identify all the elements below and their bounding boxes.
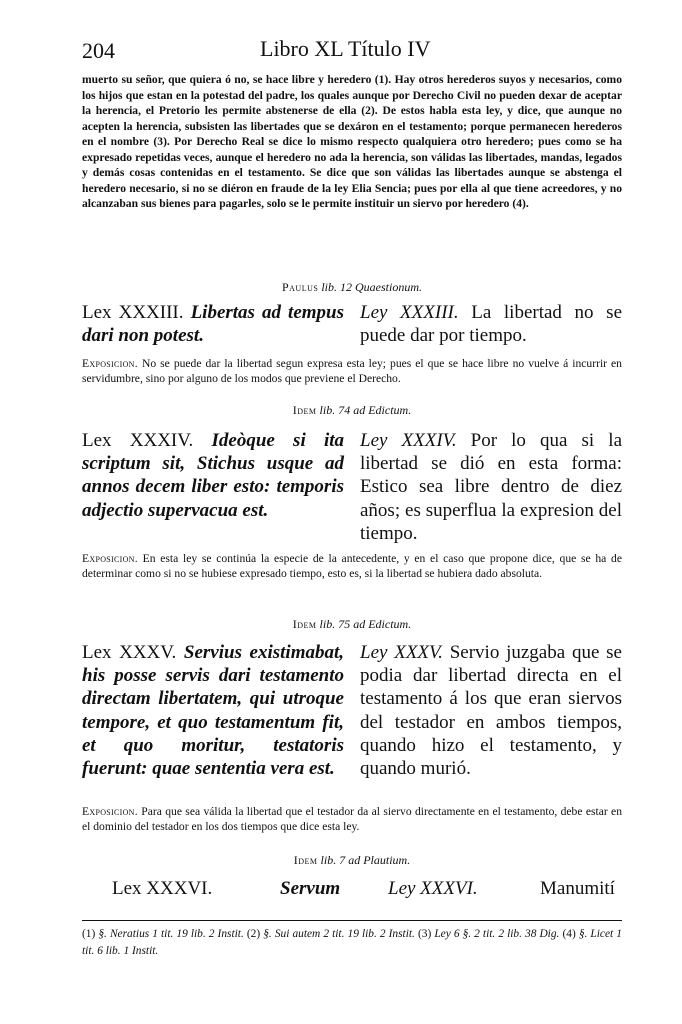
running-header [82, 34, 622, 64]
footnote-mark: (3) [417, 928, 432, 940]
spanish-text [360, 641, 622, 780]
footnote-text: §. Sui autem 2 tit. 19 lib. 2 Instit. [263, 928, 415, 940]
spanish-law-label: Ley XXXIII. [360, 302, 459, 323]
footnote-mark: (2) [246, 928, 261, 940]
spanish-law-label: Ley XXXV. [360, 642, 443, 663]
latin-law-label: Lex XXXIV. [82, 430, 194, 451]
latin-text [82, 301, 344, 347]
latin-law-text: Servius existimabat, his posse servis dari testamento directam libertatem, qui utroque tempore, et quo testamentum fit, et quo moritur, testatoris fuerunt: quae sententia vera est. [82, 642, 345, 780]
source-author: Idem [292, 617, 317, 631]
spanish-text [360, 429, 622, 545]
exposition-paragraph [82, 551, 622, 582]
source-line [82, 853, 622, 868]
source-work: lib. 74 ad Edictum. [319, 403, 412, 417]
exposition-label: Exposicion. [82, 552, 138, 565]
latin-law-label: Lex XXXVI. [112, 878, 213, 899]
exposition-paragraph [82, 804, 622, 835]
spanish-law-label: Ley XXXIV. [360, 430, 457, 451]
source-line [82, 403, 622, 418]
exposition-label: Exposicion. [82, 357, 138, 370]
latin-text [82, 429, 344, 522]
source-line [82, 617, 622, 632]
spanish-law-text: Manumití [540, 878, 615, 899]
source-work: lib. 7 ad Plautium. [320, 853, 411, 867]
footnote-mark: (4) [562, 928, 576, 940]
footnote-mark: (1) [82, 928, 96, 940]
source-author: Idem [292, 403, 317, 417]
latin-text [82, 641, 344, 780]
exposition-text: En esta ley se continúa la especie de la antecedente, y en el caso que propone dice, que se ha de determinar como si no se hubiese expresado tiempo, esto es, si la libertad se hubiera dado absoluta. [82, 552, 622, 581]
spanish-text [360, 301, 622, 347]
spanish-law-text: Servio juzgaba que se podia dar libertad directa en el testamento á los que eran siervos del testador en ambos tiempos, quando hizo el testamento, y quando murió. [360, 642, 622, 780]
footnote-text: Ley 6 §. 2 tit. 2 lib. 38 Dig. [434, 928, 560, 940]
source-author: Idem [293, 853, 318, 867]
latin-law-text: Libertas ad tempus dari non potest. [82, 302, 345, 347]
latin-law-label: Lex XXXIII. [82, 302, 184, 323]
footnote-divider [82, 920, 622, 921]
source-line [82, 280, 622, 295]
source-author: Paulus [281, 280, 319, 294]
spanish-law-text: La libertad no se puede dar por tiempo. [360, 302, 622, 347]
intro-paragraph: muerto su señor, que quiera ó no, se hace libre y heredero (1). Hay otros herederos suyos y necesarios, como los hijos que estan en la potestad del padre, los quales aunque por Derecho Civil no pueden dexar de aceptar la herencia, el Pretorio les permite abstenerse de ella (2). De estos habla esta ley, y dice, que aunque no acepten la herencia, subsisten las libertades que se dexáron en el testamento; porque permanecen herederos en el nombre (3). Por Derecho Real se dice lo mismo respecto qualquiera otro heredero; pues como se ha expresado repetidas veces, aunque el heredero no ada la herencia, son válidas las libertades, mandas, legados y demás cosas contenidas en el testamento. Se dice que son válidas las libertades aunque se abstenga el heredero necesario, si no se diéron en fraude de la ley Elia Sencia; pues por ella al que tiene acreedores, y no alcanzaban sus bienes para pagarles, solo se le permite instituir un siervo por heredero (4). [82, 73, 622, 210]
running-title: Libro XL Título IV [260, 36, 431, 61]
footnote-text: §. Neratius 1 tit. 19 lib. 2 Instit. [98, 928, 244, 940]
latin-law-label: Lex XXXV. [82, 642, 177, 663]
source-work: lib. 75 ad Edictum. [319, 617, 412, 631]
footnotes [82, 926, 622, 960]
page-number: 204 [82, 38, 115, 63]
exposition-label: Exposicion. [82, 805, 138, 818]
exposition-text: Para que sea válida la libertad que el testador da al siervo directamente en el testamento, debe estar en el dominio del testador en los dos tiempos que dice esta ley. [82, 805, 622, 834]
spanish-law-label: Ley XXXVI. [388, 878, 478, 899]
spanish-law-text: Por lo qua si la libertad se dió en esta forma: Estico sea libre dentro de diez años; es superflua la expresion del tiempo. [360, 430, 622, 544]
latin-law-text: Ideòque si ita scriptum sit, Stichus usque ad annos decem liber esto: temporis adjectio supervacua est. [82, 430, 344, 521]
source-work: lib. 12 Quaestionum. [321, 280, 422, 294]
exposition-text: No se puede dar la libertad segun expresa esta ley; pues el que se hace libre no vuelve á incurrir en servidumbre, sino por alguno de los modos que previene el Derecho. [82, 357, 622, 386]
footnote-text: §. Licet 1 tit. 6 lib. 1 Instit. [82, 928, 622, 957]
exposition-paragraph [82, 356, 622, 387]
latin-law-text: Servum [280, 878, 341, 899]
